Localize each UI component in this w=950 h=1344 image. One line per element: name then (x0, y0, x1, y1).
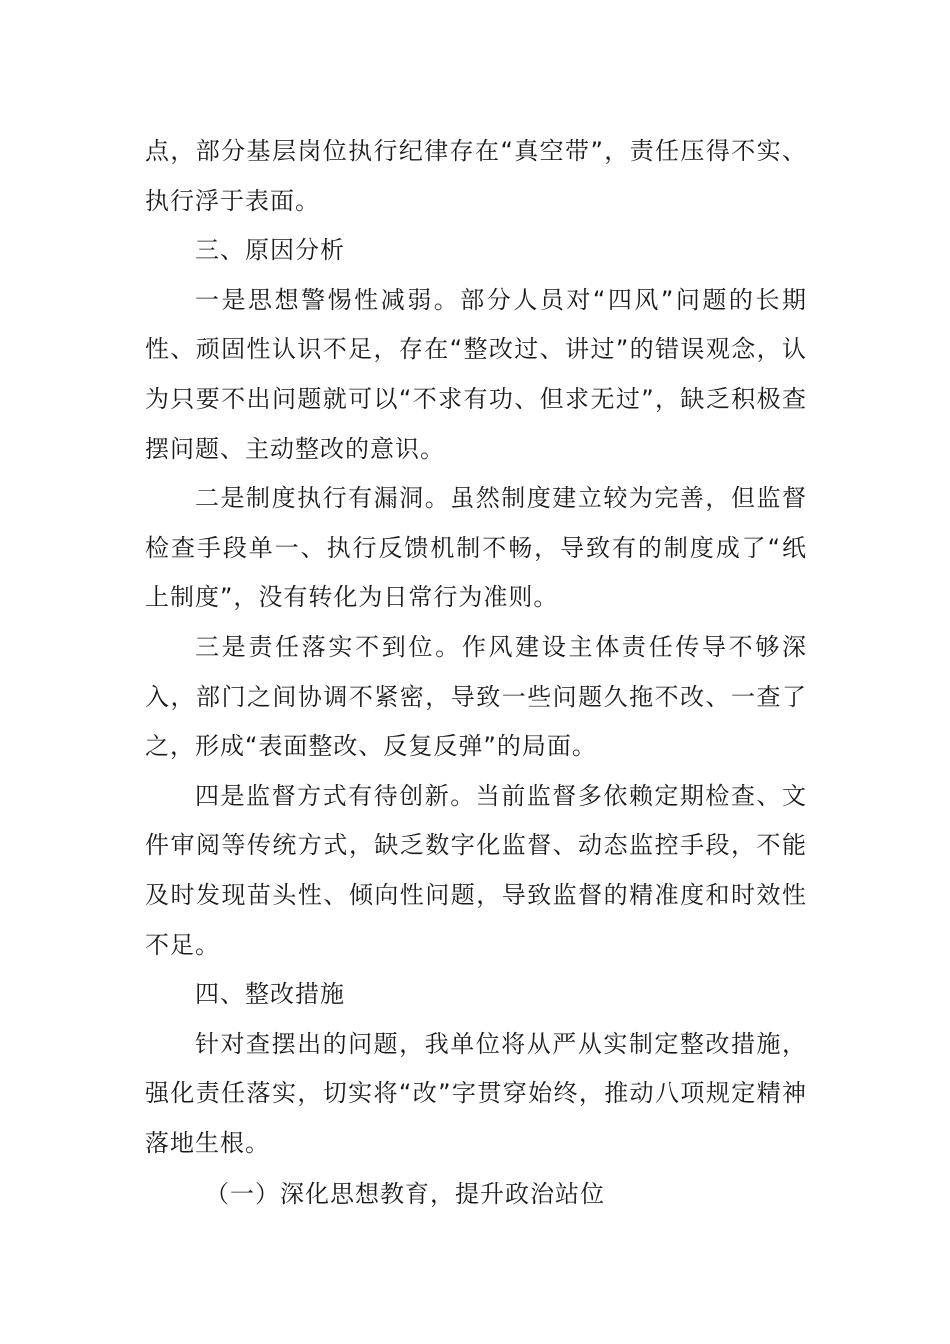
paragraph-rectification-intro: 针对查摆出的问题，我单位将从严从实制定整改措施，强化责任落实，切实将“改”字贯穿始终，推动八项规定精神落地生根。 (145, 1029, 807, 1157)
section-heading-cause-analysis: 三、原因分析 (195, 236, 345, 265)
paragraph-cause-3: 三是责任落实不到位。作风建设主体责任传导不够深入，部门之间协调不紧密，导致一些问题久拖不改、一查了之，形成“表面整改、反复反弹”的局面。 (145, 632, 807, 761)
document-body (145, 127, 807, 1220)
paragraph-continuation: 点，部分基层岗位执行纪律存在“真空带”，责任压得不实、执行浮于表面。 (145, 137, 807, 215)
paragraph-cause-1: 一是思想警惕性减弱。部分人员对“四风”问题的长期性、顽固性认识不足，存在“整改过、讲过”的错误观念，认为只要不出问题就可以“不求有功、但求无过”，缺乏积极查摆问题、主动整改的意识。 (145, 285, 807, 463)
section-heading-rectification: 四、整改措施 (195, 980, 345, 1009)
paragraph-cause-2: 二是制度执行有漏洞。虽然制度建立较为完善，但监督检查手段单一、执行反馈机制不畅，导致有的制度成了“纸上制度”，没有转化为日常行为准则。 (145, 484, 807, 612)
subheading-ideological-education: （一）深化思想教育，提升政治站位 (205, 1180, 605, 1209)
paragraph-cause-4: 四是监督方式有待创新。当前监督多依赖定期检查、文件审阅等传统方式，缺乏数字化监督、动态监控手段，不能及时发现苗头性、倾向性问题，导致监督的精准度和时效性不足。 (145, 781, 807, 959)
